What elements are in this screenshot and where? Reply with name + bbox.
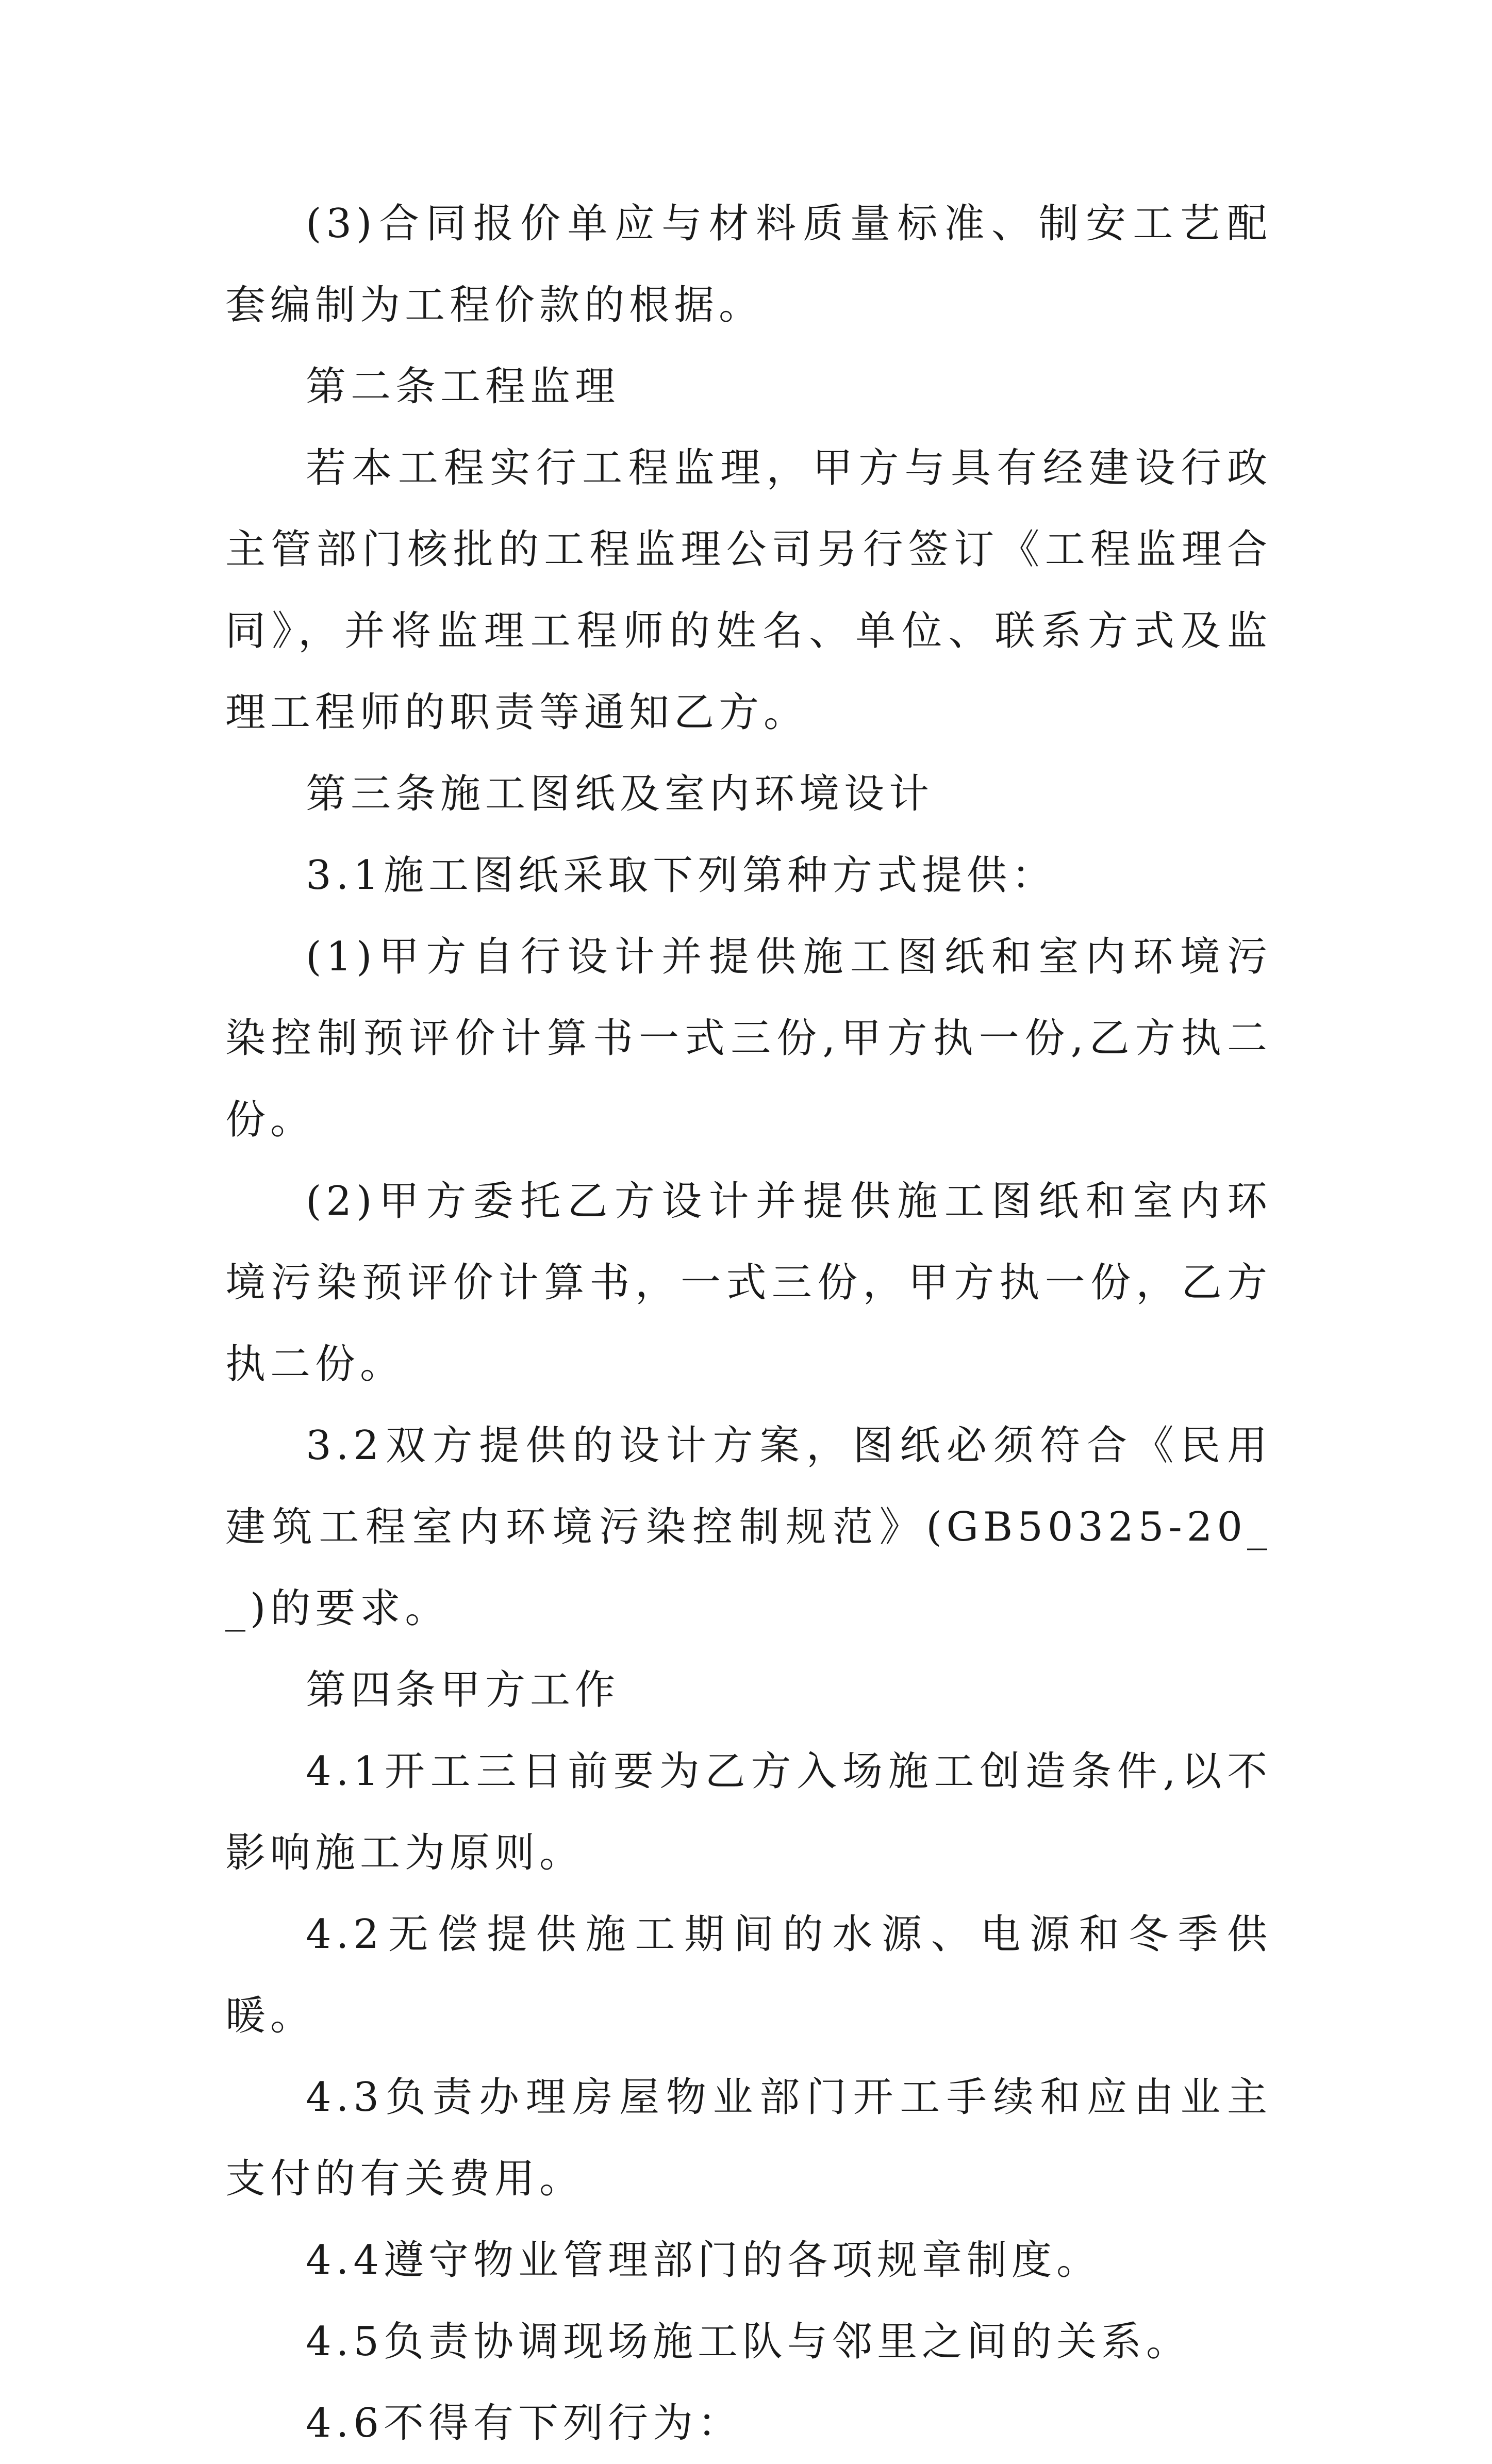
heading-article-2: 第二条工程监理 [306, 363, 620, 410]
document-body [225, 183, 1272, 2464]
clause-3-1-option-1: (1)甲方自行设计并提供施工图纸和室内环境污染控制预评价计算书一式三份,甲方执一份,乙方执二份。 [225, 934, 1272, 1143]
heading-article-4: 第四条甲方工作 [306, 1667, 620, 1713]
clause-4-3: 4.3负责办理房屋物业部门开工手续和应由业主支付的有关费用。 [225, 2074, 1272, 2202]
paragraph-quote-basis: (3)合同报价单应与材料质量标准、制安工艺配套编制为工程价款的根据。 [225, 201, 1272, 328]
paragraph-supervision: 若本工程实行工程监理，甲方与具有经建设行政主管部门核批的工程监理公司另行签订《工程监理合同》，并将监理工程师的姓名、单位、联系方式及监理工程师的职责等通知乙方。 [225, 445, 1272, 736]
clause-3-2: 3.2双方提供的设计方案，图纸必须符合《民用建筑工程室内环境污染控制规范》(GB50325-20__)的要求。 [225, 1423, 1272, 1632]
clause-4-5: 4.5负责协调现场施工队与邻里之间的关系。 [306, 2319, 1191, 2365]
heading-article-3: 第三条施工图纸及室内环境设计 [306, 771, 934, 817]
clause-3-1-option-2: (2)甲方委托乙方设计并提供施工图纸和室内环境污染预评价计算书，一式三份，甲方执一份，乙方执二份。 [225, 1178, 1272, 1387]
clause-4-4: 4.4遵守物业管理部门的各项规章制度。 [306, 2237, 1102, 2284]
clause-4-2: 4.2无偿提供施工期间的水源、电源和冬季供暖。 [225, 1911, 1272, 2039]
clause-4-1: 4.1开工三日前要为乙方入场施工创造条件,以不影响施工为原则。 [225, 1748, 1272, 1876]
clause-4-6: 4.6不得有下列行为： [306, 2400, 743, 2446]
clause-3-1: 3.1施工图纸采取下列第种方式提供： [306, 852, 1057, 899]
